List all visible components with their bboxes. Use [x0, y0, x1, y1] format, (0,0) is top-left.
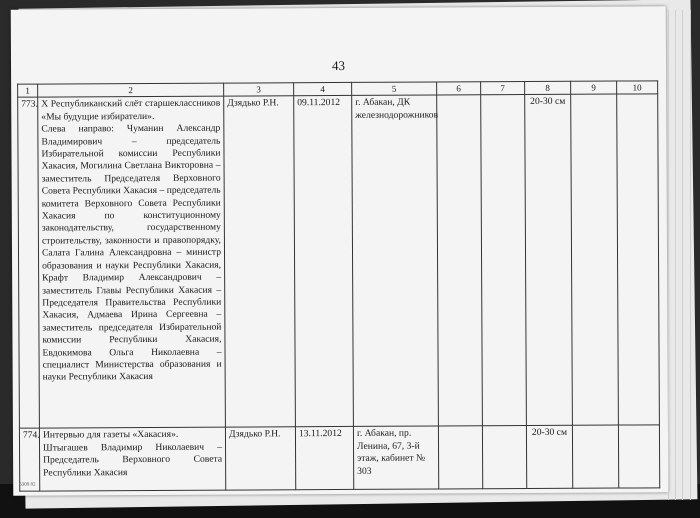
column-header-3: 3	[224, 83, 294, 97]
record-title: Интервью для газеты «Хакасия».	[42, 429, 179, 441]
record-number: 773.	[18, 97, 40, 428]
column-header-9: 9	[571, 81, 617, 95]
record-place: г. Абакан, пр. Ленина, 67, 3-й этаж, кабинет № 303	[353, 426, 438, 489]
record-author: Дзядько Р.Н.	[225, 427, 295, 490]
record-author: Дзядько Р.Н.	[224, 96, 296, 427]
record-description: Штыгашев Владимир Николаевич – Председатель Верховного Совета Республики Хакасия	[42, 441, 223, 479]
column-header-4: 4	[294, 82, 352, 96]
column-header-10: 10	[617, 81, 658, 95]
record-description: Слева направо: Чуманин Александр Владимирович – председатель Избирательной комиссии Республики Хакасия, Могилина Светлана Викторовна – заместитель Председателя Верховного Совета Республики Хакасия – председатель комитета Верховного Совета Республики Хакасия по конституционному законодательству, государственному строительству, законности и правопорядку, Салата Галина Александровна – министр образования и науки Республики Хакасия, Крафт Владимир Александрович – заместитель Главы Республики Хакасия – Председателя Правительства Республики Хакасия, Адмаева Ирина Сергеевна – заместитель председателя Избирательной комиссии Республики Хакасия, Евдокимова Ольга Николаевна – специалист Министерства образования и науки Республики Хакасия	[41, 122, 222, 383]
footer-code: 6309 82	[19, 482, 36, 488]
record-col7	[481, 95, 527, 426]
record-col6	[438, 426, 482, 489]
record-col10	[618, 425, 659, 488]
record-title: X Республиканский слёт старшеклассников «Мы будущие избиратели».	[41, 98, 221, 123]
document-page	[11, 6, 669, 495]
record-size: 20-30 см	[526, 426, 572, 489]
column-header-7: 7	[481, 82, 525, 96]
record-place: г. Абакан, ДК железнодорожников	[352, 95, 439, 426]
record-col9	[571, 94, 619, 425]
column-header-6: 6	[437, 82, 481, 96]
record-description-cell	[38, 97, 226, 429]
record-size: 20-30 см	[525, 95, 573, 426]
record-col7	[482, 426, 526, 489]
inventory-table	[17, 80, 660, 492]
column-header-2: 2	[38, 83, 224, 97]
record-number: 774.	[19, 428, 39, 491]
column-header-5: 5	[352, 82, 437, 96]
record-date: 09.11.2012	[294, 96, 354, 427]
record-date: 13.11.2012	[295, 427, 353, 490]
table-row	[18, 94, 660, 428]
table-row	[19, 425, 659, 491]
record-description-cell	[39, 428, 225, 492]
column-header-8: 8	[525, 81, 571, 95]
column-header-1: 1	[18, 84, 38, 98]
record-col6	[437, 95, 483, 426]
page-edges	[664, 10, 700, 500]
page-number: 43	[331, 57, 346, 74]
record-col9	[572, 425, 618, 488]
record-col10	[617, 94, 660, 425]
